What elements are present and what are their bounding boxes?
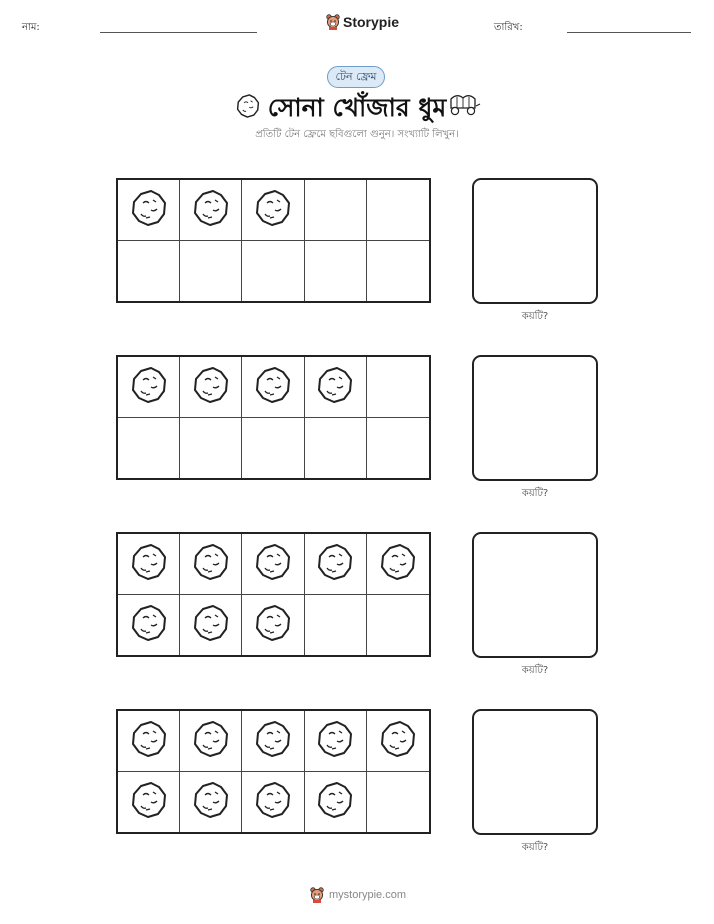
bear-logo-icon — [309, 887, 325, 903]
ten-frame-cell — [242, 180, 304, 241]
answer-box[interactable] — [472, 709, 598, 835]
ten-frame-cell — [118, 595, 180, 656]
gold-nugget-icon — [315, 780, 355, 824]
ten-frame-cell — [180, 595, 242, 656]
ten-frame-cell — [118, 534, 180, 595]
gold-nugget-icon — [191, 603, 231, 647]
answer-prompt: কয়টি? — [521, 665, 549, 676]
footer — [309, 887, 406, 903]
ten-frame-cell — [118, 180, 180, 241]
gold-nugget-icon — [378, 719, 418, 763]
ten-frame-cell — [305, 418, 367, 479]
answer-prompt: কয়টি? — [521, 311, 549, 322]
ten-frame-cell — [242, 534, 304, 595]
answer-box[interactable] — [472, 532, 598, 658]
ten-frame-cell — [242, 711, 304, 772]
ten-frame-cell — [118, 711, 180, 772]
gold-nugget-icon — [253, 603, 293, 647]
gold-nugget-icon — [191, 719, 231, 763]
gold-nugget-icon — [315, 365, 355, 409]
ten-frame-cell — [367, 357, 429, 418]
footer-site: mystorypie.com — [329, 889, 407, 901]
brand-logo — [326, 14, 399, 30]
gold-nugget-icon — [129, 365, 169, 409]
gold-nugget-icon — [191, 542, 231, 586]
ten-frame — [116, 532, 431, 657]
gold-nugget-icon — [253, 542, 293, 586]
ten-frame-cell — [180, 534, 242, 595]
gold-nugget-icon — [253, 780, 293, 824]
ten-frame-cell — [180, 418, 242, 479]
ten-frame-cell — [367, 534, 429, 595]
ten-frame-cell — [367, 595, 429, 656]
gold-nugget-icon — [191, 365, 231, 409]
date-label: তারিখ: — [494, 22, 523, 33]
gold-nugget-icon — [378, 542, 418, 586]
bear-logo-icon — [326, 14, 340, 30]
ten-frame-cell — [118, 241, 180, 302]
ten-frame-cell — [367, 180, 429, 241]
ten-frame-cell — [242, 418, 304, 479]
answer-box[interactable] — [472, 178, 598, 304]
ten-frame-cell — [118, 357, 180, 418]
gold-nugget-icon — [315, 542, 355, 586]
date-line[interactable] — [567, 32, 691, 33]
ten-frame-cell — [118, 418, 180, 479]
ten-frame-cell — [180, 357, 242, 418]
ten-frame-cell — [242, 241, 304, 302]
ten-frame-cell — [305, 595, 367, 656]
gold-nugget-icon — [253, 365, 293, 409]
name-label: নাম: — [22, 22, 40, 33]
gold-nugget-icon — [129, 542, 169, 586]
gold-nugget-icon — [191, 780, 231, 824]
ten-frame-cell — [242, 595, 304, 656]
ten-frame — [116, 709, 431, 834]
gold-nugget-icon — [315, 719, 355, 763]
name-line[interactable] — [100, 32, 257, 33]
ten-frame-cell — [305, 241, 367, 302]
ten-frame-cell — [180, 180, 242, 241]
ten-frame-cell — [180, 241, 242, 302]
ten-frame-cell — [242, 357, 304, 418]
gold-nugget-icon — [253, 719, 293, 763]
answer-prompt: কয়টি? — [521, 842, 549, 853]
gold-nugget-icon — [129, 188, 169, 232]
ten-frame — [116, 355, 431, 480]
gold-nugget-icon — [129, 603, 169, 647]
ten-frame-cell — [367, 241, 429, 302]
gold-nugget-icon — [191, 188, 231, 232]
ten-frame-cell — [180, 711, 242, 772]
ten-frame-cell — [367, 711, 429, 772]
gold-nugget-icon — [129, 780, 169, 824]
gold-nugget-icon — [129, 719, 169, 763]
ten-frame — [116, 178, 431, 303]
answer-prompt: কয়টি? — [521, 488, 549, 499]
gold-nugget-icon — [253, 188, 293, 232]
ten-frame-cell — [305, 772, 367, 833]
page-title: সোনা খোঁজার ধুম — [267, 93, 447, 122]
instructions: প্রতিটি টেন ফ্রেমে ছবিগুলো গুনুন। সংখ্যাটি লিখুন। — [255, 129, 459, 140]
ten-frame-cell — [242, 772, 304, 833]
ten-frame-cell — [118, 772, 180, 833]
ten-frame-cell — [305, 711, 367, 772]
ten-frame-cell — [305, 357, 367, 418]
answer-box[interactable] — [472, 355, 598, 481]
worksheet-badge: টেন ফ্রেম — [327, 66, 385, 88]
covered-wagon-icon — [447, 94, 481, 116]
ten-frame-cell — [305, 534, 367, 595]
brand-name: Storypie — [343, 14, 400, 30]
ten-frame-cell — [305, 180, 367, 241]
ten-frame-cell — [367, 772, 429, 833]
ten-frame-cell — [180, 772, 242, 833]
ten-frame-cell — [367, 418, 429, 479]
